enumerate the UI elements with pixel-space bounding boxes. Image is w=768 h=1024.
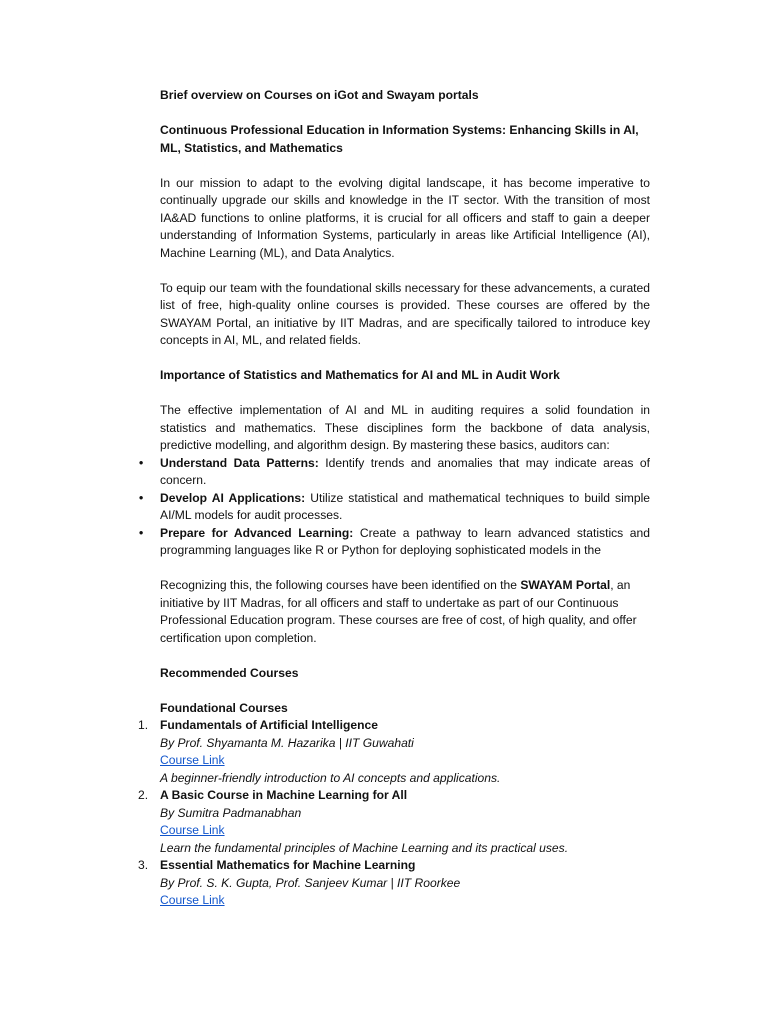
bullet-text: Create a pathway to learn advanced statistics and programming languages like R or Python for deploying sophisticated models in the [160,525,650,557]
course-number: 2. [138,788,149,802]
list-item [139,525,650,560]
recognition-paragraph [160,577,650,647]
bullet-label: Prepare for Advanced Learning: [160,525,354,540]
importance-paragraph: The effective implementation of AI and ML in auditing requires a solid foundation in statistics and mathematics. These disciplines form the backbone of data analysis, predictive modelling, and algorithm design. By mastering these basics, auditors can: [160,403,650,452]
benefits-list [139,455,651,560]
bullet-icon: • [139,525,144,540]
course-title: Essential Mathematics for Machine Learning [160,858,416,872]
bullet-text: Identify trends and anomalies that may indicate areas of concern. [160,455,650,487]
course-link[interactable]: Course Link [160,893,225,907]
course-title: Fundamentals of Artificial Intelligence [160,718,378,732]
course-link[interactable]: Course Link [160,753,225,767]
intro-paragraph: In our mission to adapt to the evolving digital landscape, it has become imperative to continually upgrade our skills and knowledge in the IT sector. With the transition of most IA&AD functions to online platforms, it is crucial for all officers and staff to gain a deeper understanding of Information Systems, particularly in areas like Artificial Intelligence (AI), Machine Learning (ML), and Data Analytics. [160,175,650,260]
recognition-text-end: , an initiative by IIT Madras, for all officers and staff to undertake as part of our Continuous Professional Education program. These courses are free of cost, of high quality, and offer certification upon completion. [160,578,637,645]
section-heading: Importance of Statistics and Mathematics for AI and ML in Audit Work [160,368,560,382]
swayam-portal-emphasis: SWAYAM Portal [520,578,611,592]
document-body [138,87,651,910]
course-description: A beginner-friendly introduction to AI concepts and applications. [160,770,501,785]
bullet-icon: • [139,455,144,470]
course-item [138,717,650,787]
bullet-label: Develop AI Applications: [160,490,306,505]
recommended-heading: Recommended Courses [160,665,299,680]
bullet-text: Utilize statistical and mathematical techniques to build simple AI/ML models for audit processes. [160,490,651,522]
course-item [138,857,650,910]
document-subtitle: Continuous Professional Education in Information Systems: Enhancing Skills in AI, ML, Statistics, and Mathematics [160,123,639,155]
recognition-text-start: Recognizing this, the following courses have been identified on the [160,578,521,592]
course-author: By Prof. Shyamanta M. Hazarika | IIT Guwahati [160,735,414,750]
courses-paragraph: To equip our team with the foundational skills necessary for these advancements, a curated list of free, high-quality online courses is provided. These courses are offered by the SWAYAM Portal, an initiative by IIT Madras, and are specifically tailored to introduce key concepts in AI, ML, and related fields. [160,280,650,347]
course-description: Learn the fundamental principles of Machine Learning and its practical uses. [160,840,569,855]
bullet-icon: • [139,490,144,505]
course-author: By Sumitra Padmanabhan [160,805,302,820]
course-number: 1. [138,718,149,732]
course-link[interactable]: Course Link [160,823,225,837]
list-item [139,490,651,525]
course-number: 3. [138,858,149,872]
list-item [139,455,650,490]
course-title: A Basic Course in Machine Learning for All [160,788,408,802]
document-title: Brief overview on Courses on iGot and Swayam portals [160,88,479,102]
course-item [138,787,650,857]
foundational-heading: Foundational Courses [160,700,288,715]
bullet-label: Understand Data Patterns: [160,455,319,470]
course-list [138,717,650,910]
course-author: By Prof. S. K. Gupta, Prof. Sanjeev Kumar | IIT Roorkee [160,875,461,890]
